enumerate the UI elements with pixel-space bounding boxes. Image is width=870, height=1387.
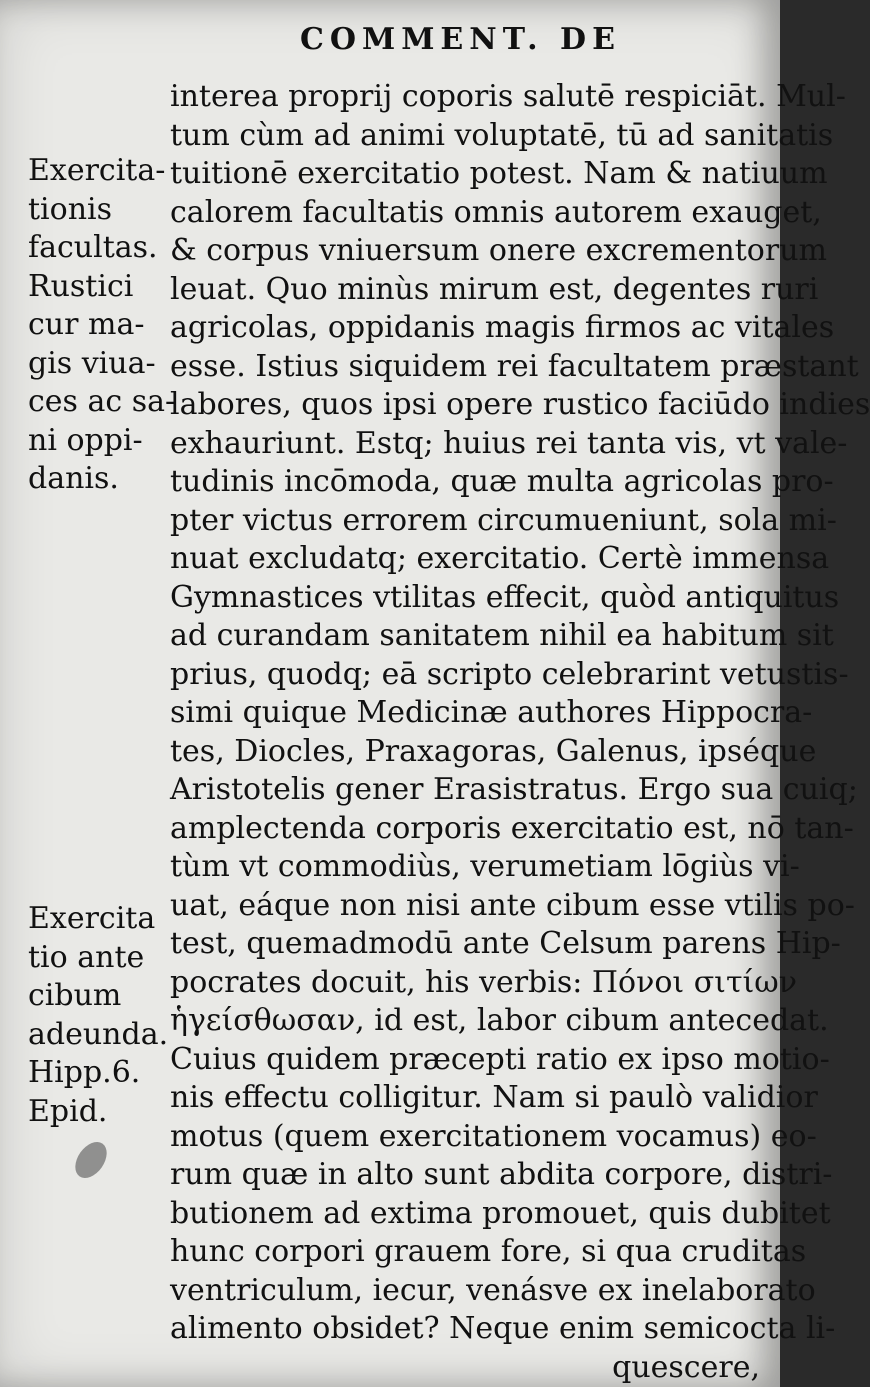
text-line: ἡγείσθωσαν, id est, labor cibum antecedat. [170,1003,829,1038]
text-line: & corpus vniuersum onere excrementorum [170,233,827,268]
catchword: quescere, [612,1349,760,1385]
text-line: exhauriunt. Estq; huius rei tanta vis, vt vale- [170,425,848,461]
text-line: agricolas, oppidanis magis firmos ac vitales [170,310,835,345]
ink-smudge [69,1136,113,1184]
text-line: hunc corpori grauem fore, si qua cruditas [170,1234,807,1269]
margin-note-line: gis viua- [28,345,156,381]
text-line: nuat excludatq; exercitatio. Certè immensa [170,541,830,576]
margin-note-line: Epid. [28,1093,108,1129]
text-line: motus (quem exercitationem vocamus) eo- [170,1118,817,1154]
margin-note-line: danis. [28,461,119,496]
text-line: leuat. Quo minùs mirum est, degentes ruri [170,271,819,307]
text-line: calorem facultatis omnis autorem exauget, [170,194,822,230]
text-line: labores, quos ipsi opere rustico faciūdo indies [170,387,870,422]
text-line: uat, eáque non nisi ante cibum esse vtilis po- [170,887,855,923]
text-line: tuitionē exercitatio potest. Nam & natiuum [170,156,828,191]
text-line: simi quique Medicinæ authores Hippocra- [170,695,813,730]
text-line: tum cùm ad animi voluptatē, tū ad sanitatis [170,117,834,153]
text-line: Gymnastices vtilitas effecit, quòd antiquitus [170,579,840,615]
text-line: Cuius quidem præcepti ratio ex ipso motio- [170,1041,830,1077]
text-line: tes, Diocles, Praxagoras, Galenus, ipséque [170,733,817,769]
text-line: nis effectu colligitur. Nam si paulò validior [170,1080,818,1115]
margin-note-line: tio ante [28,939,145,975]
margin-note-line: Rustici [28,268,134,304]
margin-note-line: Hipp.6. [28,1055,141,1090]
margin-note-line: ces ac sa- [28,384,176,419]
margin-note-line: adeunda. [28,1016,169,1052]
margin-note-line: Exercita- [28,153,166,188]
text-line: butionem ad extima promouet, quis dubitet [170,1195,831,1231]
text-line: ventriculum, iecur, venásve ex inelaborato [170,1272,816,1308]
text-line: esse. Istius siquidem rei facultatem præstant [170,348,859,384]
text-line: test, quemadmodū ante Celsum parens Hip- [170,926,841,961]
margin-note-line: Exercita [28,901,156,936]
text-line: pocrates docuit, his verbis: Πόνοι σιτίων [170,964,797,1000]
text-line: ad curandam sanitatem nihil ea habitum sit [170,618,834,653]
margin-note-line: cur ma- [28,307,145,342]
margin-note-exercise-before-food [28,900,168,1131]
margin-note-line: cibum [28,978,122,1013]
text-line: amplectenda corporis exercitatio est, nō tan- [170,810,854,846]
running-head: COMMENT. DE [300,22,621,57]
text-line: interea proprij coporis salutē respiciāt. Mul- [170,79,846,114]
text-line: prius, quodq; eā scripto celebrarint vetustis- [170,656,849,692]
margin-note-line: ni oppi- [28,422,143,458]
main-text-block [170,78,870,1387]
margin-note-line: facultas. [28,230,158,265]
margin-note-line: tionis [28,191,113,227]
text-line: tudinis incōmoda, quæ multa agricolas pro- [170,464,834,499]
text-line: pter victus errorem circumueniunt, sola mi- [170,502,837,538]
text-line: Aristotelis gener Erasistratus. Ergo sua cuiq; [170,772,858,807]
margin-note-exercise-faculty [28,152,176,499]
text-line: alimento obsidet? Neque enim semicocta li- [170,1311,836,1346]
text-line: tùm vt commodiùs, verumetiam lōgiùs vi- [170,849,800,884]
text-line: rum quæ in alto sunt abdita corpore, distri- [170,1157,833,1192]
